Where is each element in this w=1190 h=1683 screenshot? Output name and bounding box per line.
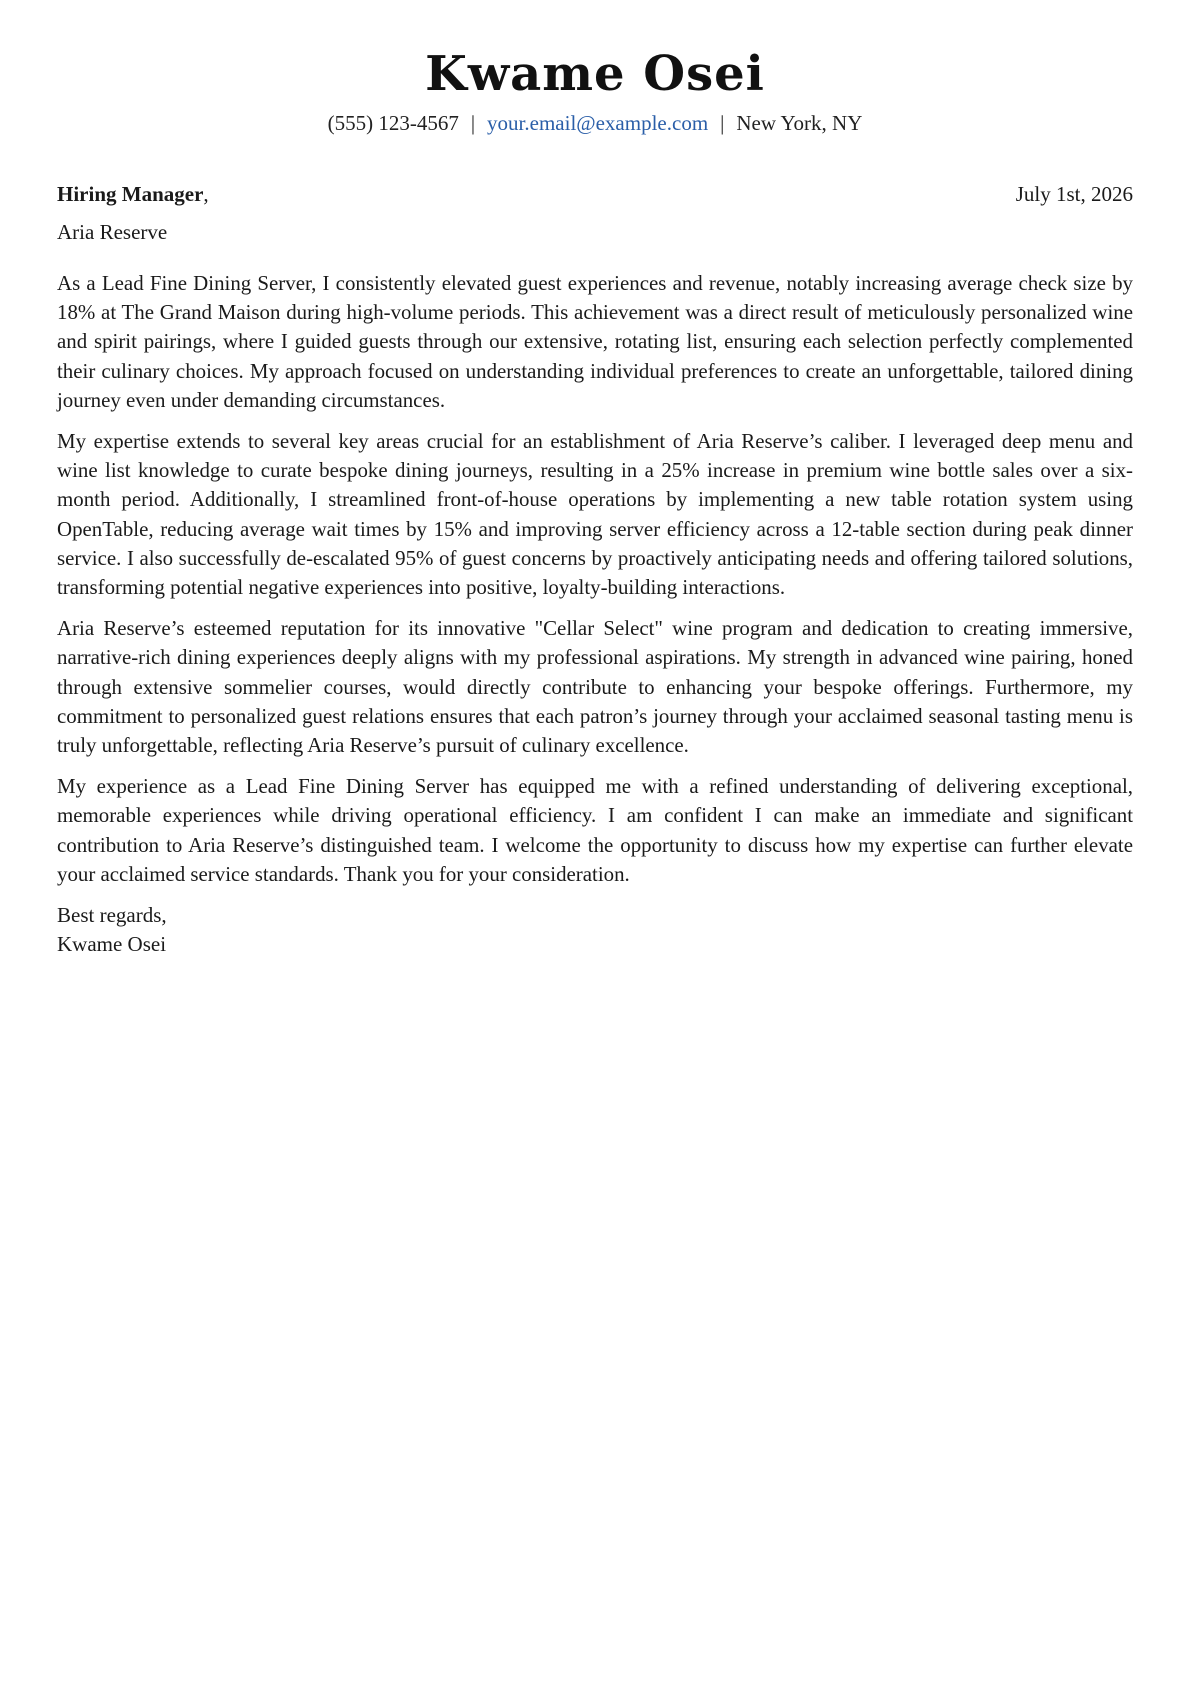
contact-separator: | <box>720 111 725 135</box>
body-paragraph: My expertise extends to several key areas crucial for an establishment of Aria Reserve’s caliber. I leveraged deep menu and wine list knowledge to curate bespoke dining journeys, resulting in a 25% increase in premium wine bottle sales over a six-month period. Additionally, I streamlined front-of-house operations by implementing a new table rotation system using OpenTable, reducing average wait times by 15% and improving server efficiency across a 12-table section during peak dinner service. I also successfully de-escalated 95% of guest concerns by proactively anticipating needs and offering tailored solutions, transforming potential negative experiences into positive, loyalty-building interactions. <box>57 429 1133 600</box>
contact-line <box>57 108 1133 138</box>
applicant-name: Kwame Osei <box>425 46 765 102</box>
recipient-company: Aria Reserve <box>57 220 168 244</box>
contact-separator: | <box>470 111 476 135</box>
body-paragraph: Aria Reserve’s esteemed reputation for its innovative "Cellar Select" wine program and dedication to creating immersive, narrative-rich dining experiences deeply aligns with my professional aspirations. My strength in advanced wine pairing, honed through extensive sommelier courses, would directly contribute to enhancing your bespoke offerings. Furthermore, my commitment to personalized guest relations ensures that each patron’s journey through your acclaimed seasonal tasting menu is truly unforgettable, reflecting Aria Reserve’s pursuit of culinary excellence. <box>57 616 1133 758</box>
letter-date: July 1st, 2026 <box>1015 182 1133 206</box>
letter-body <box>57 269 1133 889</box>
letter-header <box>57 0 1133 138</box>
letter-closing <box>57 901 1133 959</box>
recipient-title: Hiring Manager <box>57 182 204 206</box>
email-link[interactable]: your.email@example.com <box>487 111 709 135</box>
signature-name: Kwame Osei <box>57 932 167 957</box>
closing-salutation: Best regards, <box>57 903 167 928</box>
recipient-line <box>57 180 209 209</box>
cover-letter-page <box>57 0 1133 959</box>
recipient-date-row <box>57 180 1133 209</box>
body-paragraph: As a Lead Fine Dining Server, I consistently elevated guest experiences and revenue, notably increasing average check size by 18% at The Grand Maison during high-volume periods. This achievement was a direct result of meticulously personalized wine and spirit pairings, where I guided guests through our extensive, rotating list, ensuring each selection perfectly complemented their culinary choices. My approach focused on understanding individual preferences to create an unforgettable, tailored dining journey even under demanding circumstances. <box>57 271 1133 412</box>
recipient-title-suffix: , <box>203 182 209 206</box>
body-paragraph: My experience as a Lead Fine Dining Server has equipped me with a refined understanding of delivering exceptional, memorable experiences while driving operational efficiency. I am confident I can make an immediate and significant contribution to Aria Reserve’s distinguished team. I welcome the opportunity to discuss how my expertise can further elevate your acclaimed service standards. Thank you for your consideration. <box>57 774 1133 886</box>
location: New York, NY <box>736 111 863 135</box>
phone-number: (555) 123-4567 <box>327 111 459 135</box>
